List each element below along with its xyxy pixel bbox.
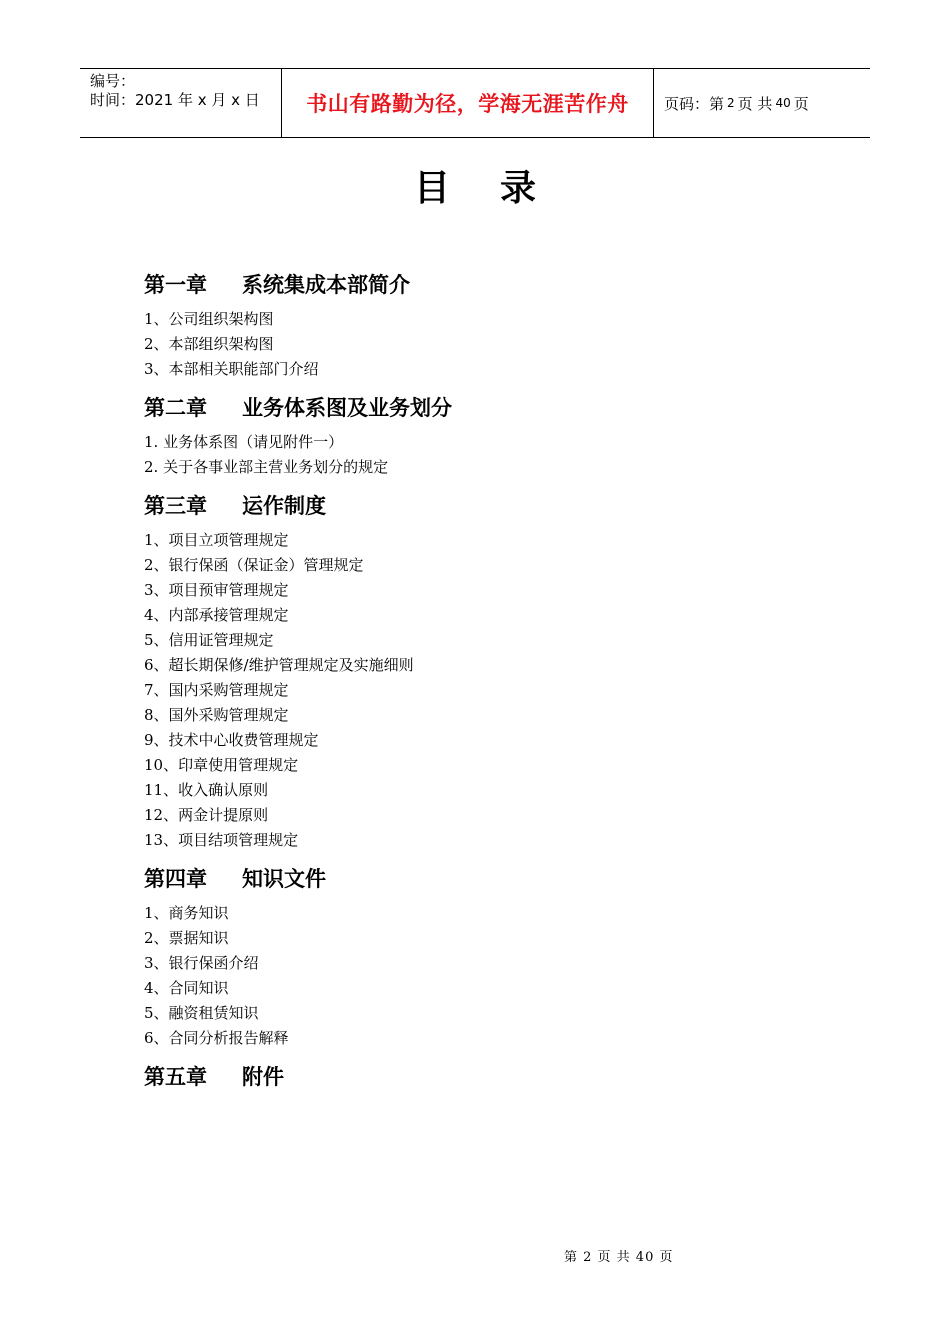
toc-item: 13、项目结项管理规定 (144, 831, 299, 849)
toc-item: 10、印章使用管理规定 (144, 756, 299, 774)
chapter-number: 第二章 (144, 396, 207, 420)
toc-item: 3、项目预审管理规定 (144, 581, 289, 599)
chapter-heading (144, 265, 844, 305)
chapter-title: 运作制度 (242, 494, 326, 518)
page-suffix: 页 (793, 94, 809, 113)
toc-item: 4、合同知识 (144, 979, 229, 997)
page-total: 40 (775, 96, 791, 110)
toc-item: 9、技术中心收费管理规定 (144, 731, 319, 749)
chapter-number: 第五章 (144, 1065, 207, 1089)
chapter-heading (144, 1057, 844, 1097)
table-of-contents (144, 265, 844, 1097)
chapter-item-list (144, 430, 844, 480)
page-footer: 第 2 页 共 40 页 (564, 1250, 674, 1265)
toc-item: 1、项目立项管理规定 (144, 531, 289, 549)
toc-item: 1、商务知识 (144, 904, 229, 922)
chapter-heading (144, 486, 844, 526)
toc-item: 12、两金计提原则 (144, 806, 269, 824)
chapter-item-list (144, 307, 844, 382)
toc-item: 3、本部相关职能部门介绍 (144, 360, 319, 378)
chapter-number: 第一章 (144, 273, 207, 297)
toc-item: 2. 关于各事业部主营业务划分的规定 (144, 458, 389, 476)
toc-item: 2、银行保函（保证金）管理规定 (144, 556, 364, 574)
toc-item: 1、公司组织架构图 (144, 310, 274, 328)
header-meta (80, 69, 281, 137)
toc-item: 2、票据知识 (144, 929, 229, 947)
time-label: 时间：2021 年 x 月 x 日 (90, 91, 260, 109)
chapter-number: 第四章 (144, 867, 207, 891)
toc-item: 2、本部组织架构图 (144, 335, 274, 353)
toc-item: 4、内部承接管理规定 (144, 606, 289, 624)
chapter-number: 第三章 (144, 494, 207, 518)
chapter-item-list (144, 528, 844, 853)
toc-item: 3、银行保函介绍 (144, 954, 259, 972)
number-label: 编号： (90, 72, 136, 90)
chapter-title: 系统集成本部简介 (242, 273, 410, 297)
toc-item: 11、收入确认原则 (144, 781, 269, 799)
chapter-heading (144, 859, 844, 899)
chapter-title: 知识文件 (242, 867, 326, 891)
header-page-info (654, 69, 870, 137)
chapter-title: 附件 (242, 1065, 284, 1089)
page-number: 2 (727, 96, 735, 110)
toc-item: 8、国外采购管理规定 (144, 706, 289, 724)
toc-item: 6、超长期保修/维护管理规定及实施细则 (144, 656, 414, 674)
page-header (80, 68, 870, 138)
toc-item: 5、融资租赁知识 (144, 1004, 259, 1022)
header-motto: 书山有路勤为径，学海无涯苦作舟 (281, 69, 654, 137)
chapter-title: 业务体系图及业务划分 (242, 396, 452, 420)
page-prefix: 页码：第 (664, 94, 725, 113)
toc-item: 1. 业务体系图（请见附件一） (144, 433, 344, 451)
chapter-item-list (144, 901, 844, 1051)
chapter-heading (144, 388, 844, 428)
toc-item: 7、国内采购管理规定 (144, 681, 289, 699)
page-title: 目录 (413, 168, 586, 209)
toc-item: 5、信用证管理规定 (144, 631, 274, 649)
toc-item: 6、合同分析报告解释 (144, 1029, 289, 1047)
page-mid: 页 共 (737, 94, 773, 113)
